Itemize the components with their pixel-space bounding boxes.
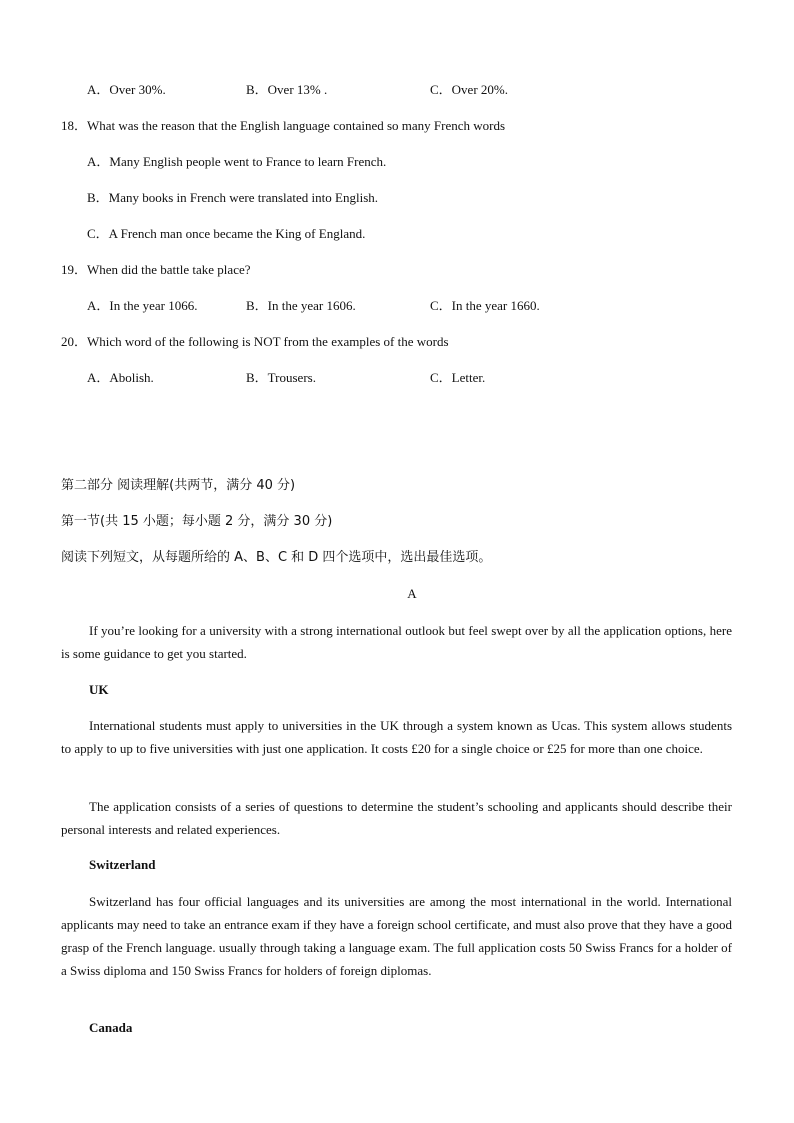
q20-option-b: B．Trousers.	[246, 370, 316, 385]
q20-option-a: A．Abolish.	[87, 370, 154, 385]
q17-option-b: B．Over 13% .	[246, 82, 328, 97]
switzerland-paragraph: Switzerland has four official languages and its universities are among the most international in the world. International applicants may need to take an entrance exam if they have a foreign school certificate, and must also prove that they have a good grasp of the French language. usually through taking a language exam. The full application costs 50 Swiss Francs for a holder of a Swiss diploma and 150 Swiss Francs for holders of foreign diplomas.	[61, 894, 732, 978]
heading-uk: UK	[89, 682, 109, 697]
uk-paragraph-2: The application consists of a series of questions to determine the student’s schooling and applicants should describe their personal interests and related experiences.	[61, 799, 732, 837]
q18-stem: 18．What was the reason that the English language contained so many French words	[61, 118, 506, 133]
q19-option-a: A．In the year 1066.	[87, 298, 198, 313]
q17-option-a: A．Over 30%.	[87, 82, 166, 97]
q18-option-c: C．A French man once became the King of England.	[87, 226, 366, 241]
q19-option-b: B．In the year 1606.	[246, 298, 356, 313]
part-title: 第二部分 阅读理解(共两节，满分 40 分)	[61, 478, 296, 493]
q19-stem: 19．When did the battle take place?	[61, 262, 251, 277]
q20-stem: 20．Which word of the following is NOT from the examples of the words	[61, 334, 449, 349]
passage-intro: If you’re looking for a university with a strong international outlook but feel swept over by all the application options, here is some guidance to get you started.	[61, 623, 732, 661]
q18-option-b: B．Many books in French were translated into English.	[87, 190, 379, 205]
q18-option-a: A．Many English people went to France to learn French.	[87, 154, 387, 169]
q19-option-c: C．In the year 1660.	[430, 298, 540, 313]
heading-canada: Canada	[89, 1020, 133, 1035]
passage-label: A	[407, 586, 417, 601]
subsection-title: 第一节(共 15 小题；每小题 2 分，满分 30 分)	[61, 514, 333, 529]
q17-option-c: C．Over 20%.	[430, 82, 508, 97]
instructions: 阅读下列短文，从每题所给的 A、B、C 和 D 四个选项中，选出最佳选项。	[61, 550, 492, 565]
heading-switzerland: Switzerland	[89, 857, 156, 872]
uk-paragraph-1: International students must apply to universities in the UK through a system known as Ucas. This system allows students to apply to up to five universities with just one application. It costs £20 for a single choice or £25 for more than one choice.	[61, 718, 732, 756]
q20-option-c: C．Letter.	[430, 370, 486, 385]
